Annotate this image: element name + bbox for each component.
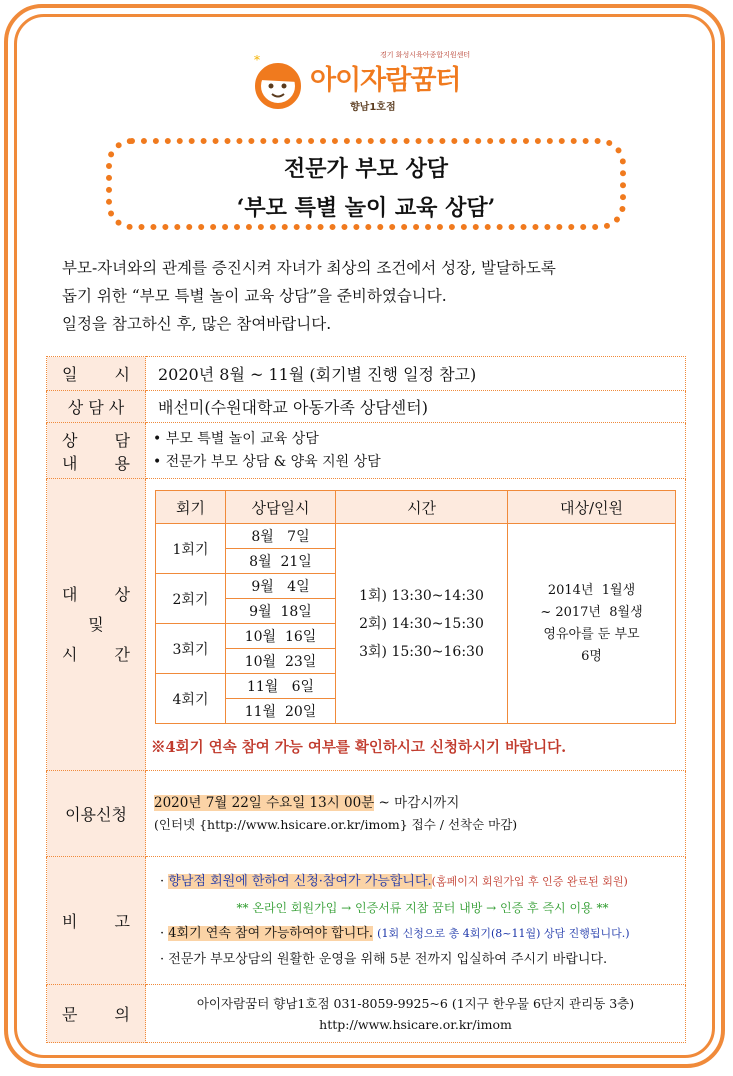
date-value: 2020년 8월 ~ 11월 (회기별 진행 일정 참고) [146, 357, 686, 391]
row-content [47, 423, 686, 479]
label-schedule: 간 [114, 644, 130, 664]
remark-3: · 4회기 연속 참여 가능하여야 합니다. (1회 신청으로 총 4회기(8~11월) 상담 진행됩니다.) [160, 925, 630, 941]
row-counselor [47, 391, 686, 423]
session-date: 10월 16일 [226, 624, 336, 649]
label-apply: 이용신청 [47, 771, 146, 857]
label-remarks: 비 [62, 912, 78, 931]
label-remarks: 고 [114, 912, 130, 931]
title-line2: ‘부모 특별 놀이 교육 상담’ [236, 195, 496, 221]
remark-2: ** 온라인 회원가입 → 인증서류 지참 꿈터 내방 → 인증 후 즉시 이용 ** [236, 900, 609, 915]
session-name: 3회기 [156, 624, 226, 674]
schedule-note: ※4회기 연속 참여 가능 여부를 확인하시고 신청하시기 바랍니다. [151, 739, 567, 756]
label-content: 상 [62, 430, 78, 450]
header-session: 회기 [156, 491, 226, 524]
child-face-icon [250, 54, 306, 110]
session-date: 9월 18일 [226, 599, 336, 624]
svg-text:*: * [254, 54, 260, 67]
info-table [46, 356, 686, 1043]
intro-line: 부모-자녀와의 관계를 증진시켜 자녀가 최상의 조건에서 성장, 발달하도록 [62, 259, 556, 277]
header-time: 시간 [336, 491, 508, 524]
label-schedule: 상 [114, 584, 130, 604]
label-contact: 문 [62, 1005, 78, 1024]
row-remarks [47, 857, 686, 985]
content-item: • 전문가 부모 상담 & 양육 지원 상담 [153, 453, 381, 470]
session-date: 8월 7일 [226, 524, 336, 549]
header-target: 대상/인원 [508, 491, 676, 524]
contact-url[interactable]: http://www.hsicare.or.kr/imom [319, 1016, 512, 1032]
apply-deadline-rest: ~ 마감시까지 [374, 794, 460, 811]
label-content: 용 [114, 453, 130, 473]
remark-1-note: (홈페이지 회원가입 후 인증 완료된 회원) [431, 874, 628, 888]
session-name: 2회기 [156, 574, 226, 624]
session-date: 11월 6일 [226, 674, 336, 699]
target-line: ~ 2017년 8월생 [540, 604, 643, 620]
apply-method: (인터넷 {http://www.hsicare.or.kr/imom} 접수 / 선착순 마감) [154, 816, 518, 832]
apply-deadline: 2020년 7월 22일 수요일 13시 00분 [154, 794, 375, 811]
session-date: 10월 23일 [226, 649, 336, 674]
target-line: 2014년 1월생 [547, 582, 636, 598]
title-box [106, 138, 626, 230]
row-contact [47, 985, 686, 1043]
logo [250, 46, 490, 116]
label-contact: 의 [114, 1005, 130, 1024]
content-item: • 부모 특별 놀이 교육 상담 [153, 430, 319, 447]
row-date [47, 357, 686, 391]
intro-line: 일정을 참고하신 후, 많은 참여바랍니다. [62, 315, 332, 333]
time-cell [336, 524, 508, 724]
remark-3-main: 4회기 연속 참여 가능하여야 합니다. [168, 925, 374, 941]
session-date: 11월 20일 [226, 699, 336, 724]
label-content: 내 [62, 453, 78, 473]
time-slot: 3회) 15:30~16:30 [359, 643, 484, 660]
label-schedule: 대 [62, 584, 78, 604]
remark-3-note: (1회 신청으로 총 4회기(8~11월) 상담 진행됩니다.) [377, 926, 630, 940]
contact-info: 아이자람꿈터 향남1호점 031-8059-9925~6 (1지구 한우물 6단지 관리동 3층) [196, 995, 635, 1011]
title-line1: 전문가 부모 상담 [283, 156, 449, 182]
label-date-b: 시 [114, 365, 130, 384]
remark-4-text: 전문가 부모상담의 원활한 운영을 위해 5분 전까지 입실하여 주시기 바랍니다. [168, 951, 608, 967]
target-line: 6명 [581, 648, 602, 664]
label-date-a: 일 [62, 365, 78, 384]
row-apply [47, 771, 686, 857]
remark-1-main: 향남점 회원에 한하여 신청·참여가 가능합니다. [168, 873, 432, 889]
session-name: 4회기 [156, 674, 226, 724]
target-cell [508, 524, 676, 724]
label-content: 담 [114, 430, 130, 450]
label-schedule: 시 [62, 644, 78, 664]
label-schedule: 및 [88, 614, 104, 634]
schedule-table [155, 490, 676, 724]
intro-text [62, 254, 692, 338]
session-date: 9월 4일 [226, 574, 336, 599]
time-slot: 2회) 14:30~15:30 [359, 615, 484, 632]
row-schedule [47, 479, 686, 771]
branch-name: 향남1호점 [350, 102, 396, 113]
time-slot: 1회) 13:30~14:30 [359, 587, 484, 604]
target-line: 영유아를 둔 부모 [543, 626, 640, 642]
brand-name: 아이자람꿈터 [310, 65, 461, 96]
session-name: 1회기 [156, 524, 226, 574]
intro-line: 돕기 위한 “부모 특별 놀이 교육 상담”을 준비하였습니다. [62, 287, 447, 305]
label-counselor: 상 담 사 [47, 391, 146, 423]
session-date: 8월 21일 [226, 549, 336, 574]
org-name: 경기 화성시육아종합지원센터 [380, 51, 471, 59]
header-date: 상담일시 [226, 491, 336, 524]
remark-1: · 향남점 회원에 한하여 신청·참여가 가능합니다.(홈페이지 회원가입 후 인증 완료된 회원) [160, 873, 628, 889]
counselor-value: 배선미(수원대학교 아동가족 상담센터) [146, 391, 686, 423]
remark-4: · 전문가 부모상담의 원활한 운영을 위해 5분 전까지 입실하여 주시기 바랍니다. [160, 951, 608, 967]
